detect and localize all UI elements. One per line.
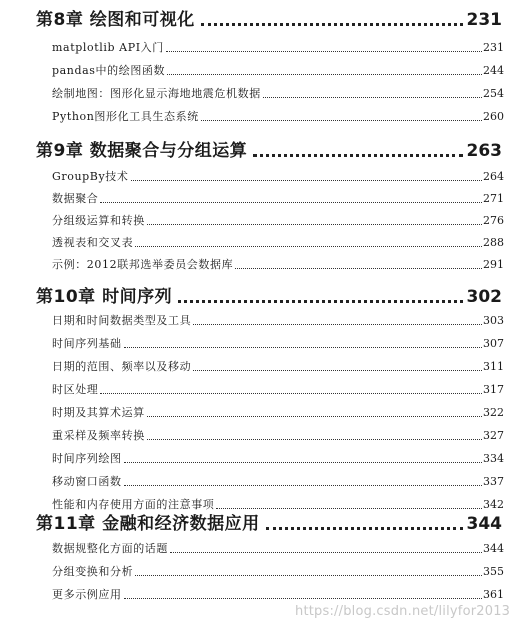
section-title: 更多示例应用 bbox=[52, 588, 122, 601]
chapter-title: 第8章 绘图和可视化 bbox=[36, 10, 195, 30]
chapter-page-number: 344 bbox=[466, 514, 502, 534]
leader-dots bbox=[170, 551, 482, 553]
section-page-number: 317 bbox=[483, 383, 504, 396]
leader-dots bbox=[124, 597, 482, 599]
section-title: 时间序列基础 bbox=[52, 337, 122, 350]
section-title: 分组级运算和转换 bbox=[52, 214, 145, 227]
leader-dots bbox=[135, 245, 482, 247]
leader-dots bbox=[193, 369, 482, 371]
watermark-url: https://blog.csdn.net/lilyfor2013 bbox=[295, 604, 511, 619]
section-title: 时期及其算术运算 bbox=[52, 406, 145, 419]
toc-entry bbox=[52, 254, 504, 272]
leader-dots bbox=[131, 179, 483, 181]
leader-dots bbox=[124, 461, 482, 463]
section-page-number: 260 bbox=[483, 110, 504, 123]
toc-entry bbox=[52, 37, 504, 55]
section-title: Python图形化工具生态系统 bbox=[52, 110, 199, 123]
chapter-heading bbox=[36, 283, 502, 307]
leader-dots bbox=[201, 119, 482, 121]
leader-dots bbox=[147, 223, 482, 225]
toc-entry bbox=[52, 402, 504, 420]
leader-dots bbox=[124, 484, 482, 486]
chapter-heading bbox=[36, 137, 502, 161]
toc-entry bbox=[52, 356, 504, 374]
section-page-number: 355 bbox=[483, 565, 504, 578]
leader-dots bbox=[216, 507, 482, 509]
chapter-title: 第10章 时间序列 bbox=[36, 287, 173, 307]
section-page-number: 307 bbox=[483, 337, 504, 350]
section-title: 透视表和交叉表 bbox=[52, 236, 134, 249]
section-page-number: 337 bbox=[483, 475, 504, 488]
leader-dots bbox=[100, 392, 482, 394]
chapter-page-number: 302 bbox=[466, 287, 502, 307]
section-page-number: 344 bbox=[483, 542, 504, 555]
section-title: 分组变换和分析 bbox=[52, 565, 134, 578]
section-page-number: 334 bbox=[483, 452, 504, 465]
leader-dots bbox=[263, 96, 482, 98]
section-page-number: 231 bbox=[483, 41, 504, 54]
leader-dots bbox=[100, 201, 482, 203]
section-page-number: 361 bbox=[483, 588, 504, 601]
section-page-number: 244 bbox=[483, 64, 504, 77]
chapter-page-number: 263 bbox=[466, 141, 502, 161]
chapter-page-number: 231 bbox=[466, 10, 502, 30]
section-page-number: 342 bbox=[483, 498, 504, 511]
section-title: matplotlib API入门 bbox=[52, 41, 164, 54]
toc-entry bbox=[52, 379, 504, 397]
leader-dots bbox=[178, 299, 462, 303]
toc-entry bbox=[52, 471, 504, 489]
section-title: 日期和时间数据类型及工具 bbox=[52, 314, 192, 327]
toc-entry bbox=[52, 60, 504, 78]
section-page-number: 254 bbox=[483, 87, 504, 100]
section-title: 日期的范围、频率以及移动 bbox=[52, 360, 192, 373]
toc-entry bbox=[52, 448, 504, 466]
toc-entry bbox=[52, 210, 504, 228]
section-title: 示例：2012联邦选举委员会数据库 bbox=[52, 258, 234, 271]
leader-dots bbox=[253, 153, 462, 157]
section-page-number: 288 bbox=[483, 236, 504, 249]
toc-entry bbox=[52, 584, 504, 602]
toc-entry bbox=[52, 188, 504, 206]
section-page-number: 303 bbox=[483, 314, 504, 327]
toc-entry bbox=[52, 166, 504, 184]
section-title: 重采样及频率转换 bbox=[52, 429, 145, 442]
section-title: GroupBy技术 bbox=[52, 170, 129, 183]
leader-dots bbox=[266, 526, 463, 530]
leader-dots bbox=[124, 346, 482, 348]
chapter-heading bbox=[36, 6, 502, 30]
toc-entry bbox=[52, 561, 504, 579]
leader-dots bbox=[201, 22, 463, 26]
section-page-number: 322 bbox=[483, 406, 504, 419]
leader-dots bbox=[235, 267, 482, 269]
section-page-number: 276 bbox=[483, 214, 504, 227]
section-title: 数据规整化方面的话题 bbox=[52, 542, 168, 555]
leader-dots bbox=[193, 323, 482, 325]
section-title: 绘制地图：图形化显示海地地震危机数据 bbox=[52, 87, 261, 100]
section-page-number: 311 bbox=[483, 360, 504, 373]
section-title: 时区处理 bbox=[52, 383, 99, 396]
section-title: 时间序列绘图 bbox=[52, 452, 122, 465]
section-title: 性能和内存使用方面的注意事项 bbox=[52, 498, 215, 511]
leader-dots bbox=[147, 415, 482, 417]
toc-entry bbox=[52, 232, 504, 250]
leader-dots bbox=[166, 50, 482, 52]
toc-entry bbox=[52, 83, 504, 101]
section-page-number: 291 bbox=[483, 258, 504, 271]
toc-entry bbox=[52, 425, 504, 443]
toc-entry bbox=[52, 538, 504, 556]
chapter-title: 第11章 金融和经济数据应用 bbox=[36, 514, 260, 534]
chapter-title: 第9章 数据聚合与分组运算 bbox=[36, 141, 248, 161]
toc-entry bbox=[52, 333, 504, 351]
chapter-heading bbox=[36, 510, 502, 534]
leader-dots bbox=[135, 574, 482, 576]
leader-dots bbox=[167, 73, 482, 75]
section-page-number: 264 bbox=[483, 170, 504, 183]
section-title: 数据聚合 bbox=[52, 192, 99, 205]
toc-entry bbox=[52, 310, 504, 328]
section-title: 移动窗口函数 bbox=[52, 475, 122, 488]
section-title: pandas中的绘图函数 bbox=[52, 64, 166, 77]
section-page-number: 327 bbox=[483, 429, 504, 442]
leader-dots bbox=[147, 438, 482, 440]
toc-entry bbox=[52, 106, 504, 124]
section-page-number: 271 bbox=[483, 192, 504, 205]
